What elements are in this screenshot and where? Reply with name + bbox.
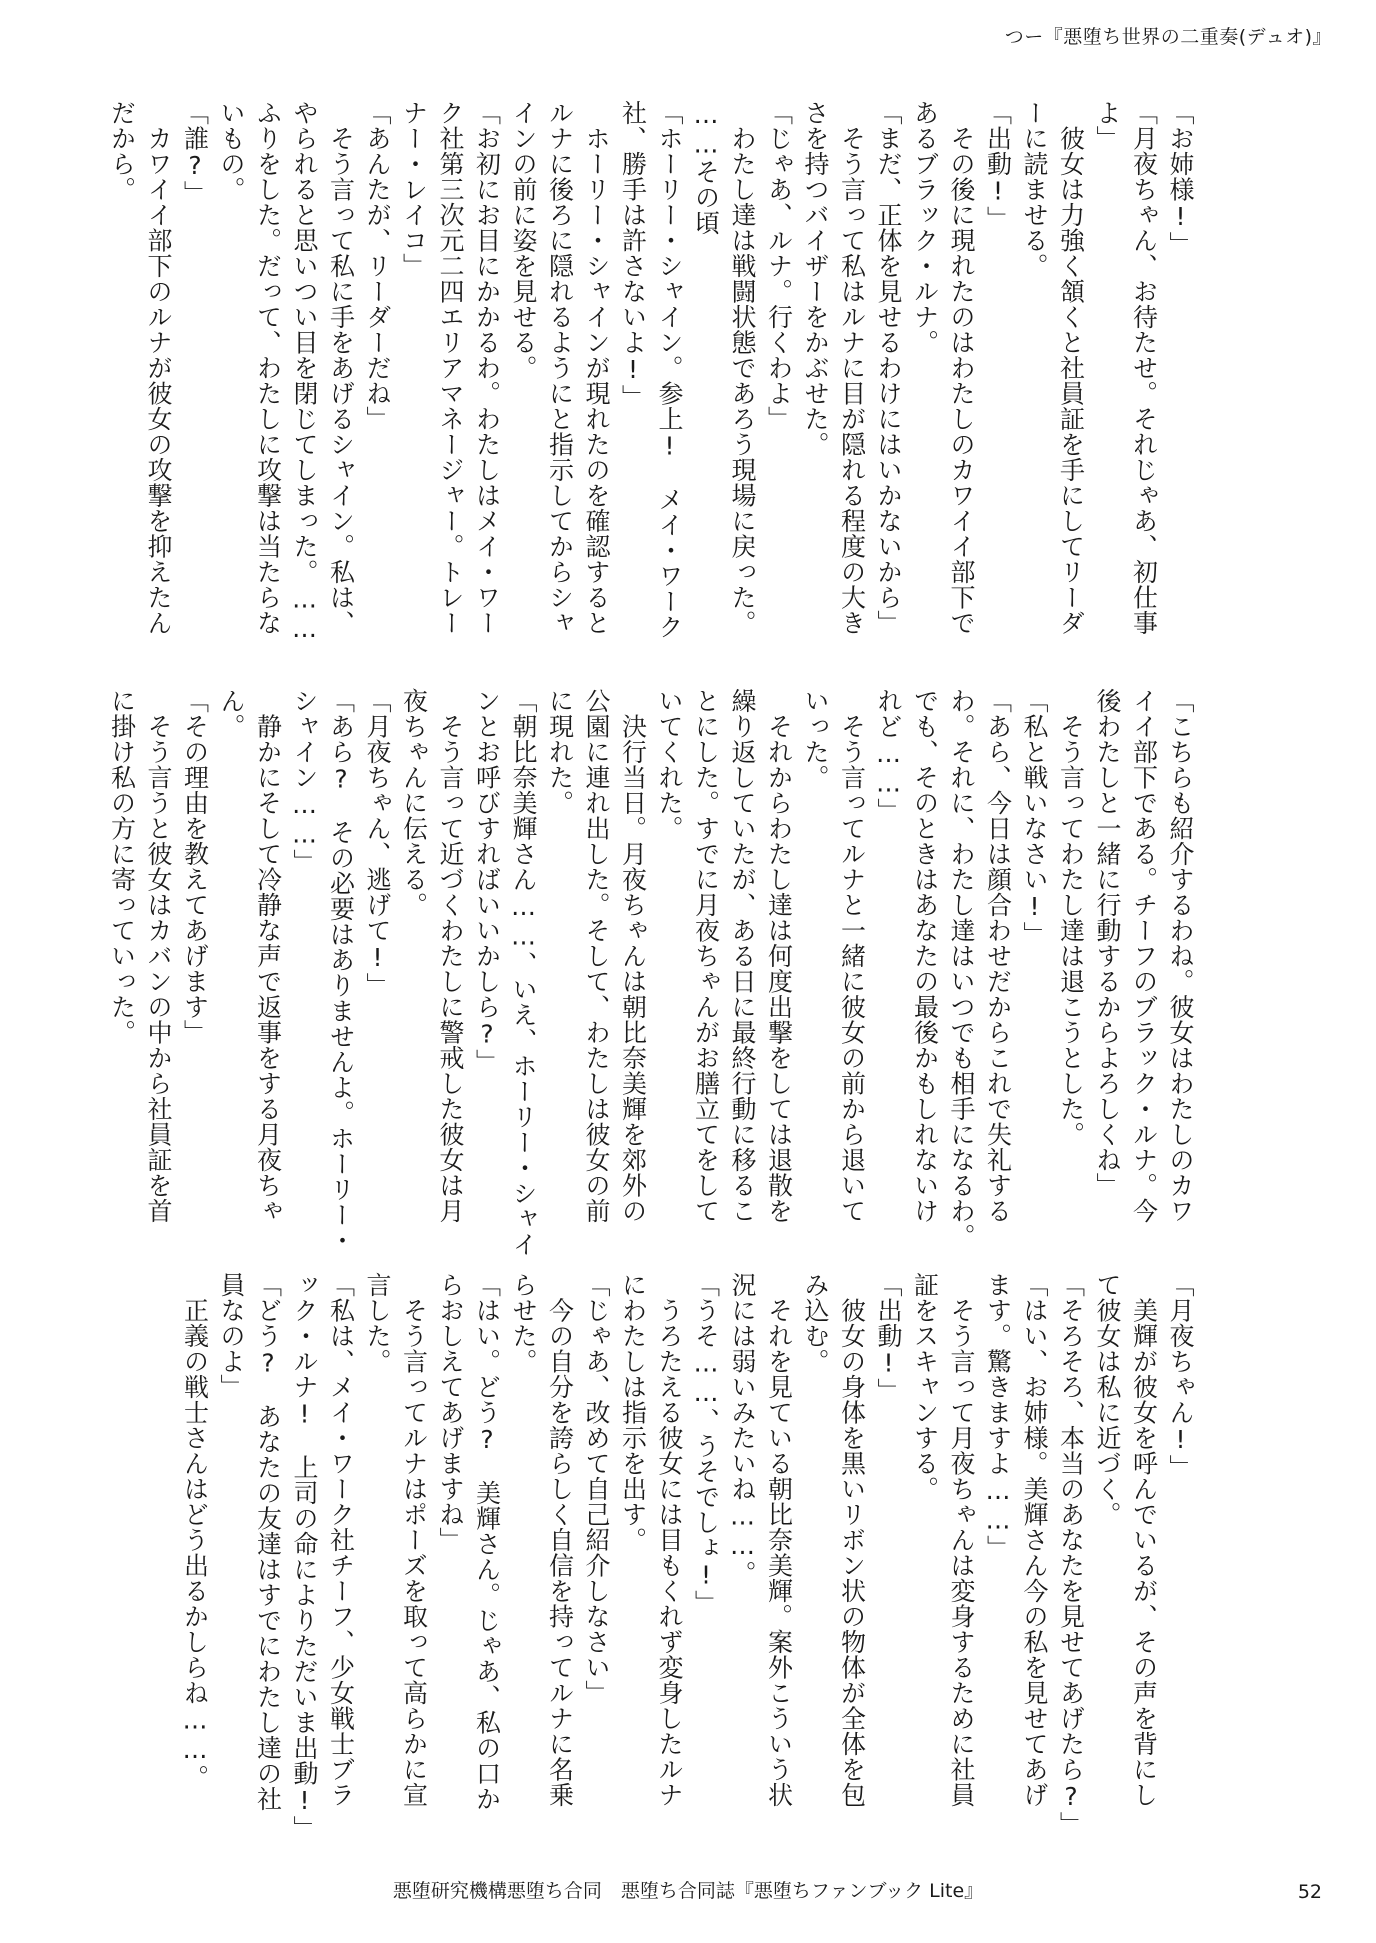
text-line: 繰り返していたが、ある日に最終行動に移るこ [728, 688, 757, 1224]
text-line: 「こちらも紹介するわね。彼女はわたしのカワ [1166, 688, 1195, 1224]
text-line: 「どう? あなたの友達はすでにわたし達の社 [253, 1272, 283, 1812]
text-line: いてくれた。 [655, 688, 684, 841]
text-line: やられると思いつい目を閉じてしまった。…… [290, 100, 319, 644]
text-line: シャイン……」 [290, 688, 319, 875]
text-line: 美輝が彼女を呼んでいるが、その声を背にし [1129, 1272, 1159, 1808]
text-line: 「月夜ちゃん!」 [1166, 1272, 1195, 1480]
text-tier-1 [107, 100, 1198, 650]
text-line: 後わたしと一緒に行動するからよろしくね」 [1093, 688, 1122, 1198]
text-line: 員なのよ」 [217, 1272, 246, 1400]
text-line: ク社第三次元二四エリアマネージャー。トレー [436, 100, 465, 636]
text-line: 社、勝手は許さないよ!」 [618, 100, 648, 410]
text-line: 「うそ……、うそでしょ!」 [691, 1272, 721, 1616]
text-line: 「あんたが、リーダーだね」 [363, 100, 392, 432]
text-line: そう言ってルナはポーズを取って高らかに宣 [399, 1272, 429, 1808]
text-line: 「そろそろ、本当のあなたを見せてあげたら?」 [1056, 1272, 1086, 1837]
text-line: み込む。 [801, 1272, 830, 1374]
text-line: に掛け私の方に寄っていった。 [107, 688, 137, 1045]
text-line: そう言ってルナと一緒に彼女の前から退いて [837, 688, 867, 1224]
text-line: 「ホーリー・シャイン。参上! メイ・ワーク [655, 100, 684, 640]
text-line: 「月夜ちゃん、お待たせ。それじゃあ、初仕事 [1129, 100, 1159, 636]
text-line: 況には弱いみたいね……。 [728, 1272, 757, 1586]
text-line: いもの。 [217, 100, 246, 202]
text-line: ック・ルナ! 上司の命によりただいま出動!」 [290, 1272, 319, 1841]
text-line: とにした。すでに月夜ちゃんがお膳立てをして [691, 688, 721, 1224]
text-line: うろたえる彼女には目もくれず変身したルナ [655, 1272, 684, 1808]
text-line: それからわたし達は何度出撃をしては退散を [764, 688, 794, 1224]
text-line: らせた。 [509, 1272, 538, 1374]
text-line: それを見ている朝比奈美輝。案外こういう状 [764, 1272, 794, 1808]
text-line: に現れた。 [545, 688, 575, 816]
text-line: 正義の戦士さんはどう出るかしらね……。 [180, 1272, 210, 1790]
text-line: だから。 [107, 100, 137, 202]
text-line: その後に現れたのはわたしのカワイイ部下で [947, 100, 976, 636]
text-line: そう言ってわたし達は退こうとした。 [1056, 688, 1086, 1147]
text-line: インの前に姿を見せる。 [509, 100, 538, 381]
text-line: て彼女は私に近づく。 [1093, 1272, 1122, 1527]
text-line: イイ部下である。チーフのブラック・ルナ。今 [1129, 688, 1159, 1224]
text-line: れど……」 [874, 688, 903, 824]
text-line: 「お姉様!」 [1166, 100, 1195, 257]
text-line: 「お初にお目にかかるわ。わたしはメイ・ワー [472, 100, 502, 636]
text-line: 「出動!」 [874, 1272, 903, 1404]
text-line: 「はい。どう? 美輝さん。じゃあ、私の口か [472, 1272, 502, 1812]
text-line: 「その理由を教えてあげます」 [180, 688, 210, 1045]
text-line: 「じゃあ、改めて自己紹介しなさい」 [582, 1272, 611, 1706]
text-tier-2 [107, 688, 1198, 1257]
text-line: 夜ちゃんに伝える。 [399, 688, 429, 918]
text-line: わ。それに、わたし達はいつでも相手になるわ。 [947, 688, 976, 1249]
text-line: ……その頃 [691, 100, 721, 236]
text-line: 「まだ、正体を見せるわけにはいかないから」 [874, 100, 903, 636]
text-line: 彼女の身体を黒いリボン状の物体が全体を包 [837, 1272, 867, 1808]
text-line: ルナに後ろに隠れるようにと指示してからシャ [545, 100, 575, 636]
page-number: 52 [1297, 1881, 1322, 1903]
text-line: 公園に連れ出した。そして、わたしは彼女の前 [582, 688, 611, 1224]
text-line: よ」 [1093, 100, 1122, 151]
text-tier-3 [118, 1272, 1198, 1841]
text-line: いった。 [801, 688, 830, 790]
text-line: 「朝比奈美輝さん……、いえ、ホーリー・シャイ [509, 688, 538, 1257]
text-line: らおしえてあげますね」 [436, 1272, 465, 1553]
text-line: 言した。 [363, 1272, 392, 1374]
text-line: ーに読ませる。 [1020, 100, 1049, 279]
text-line: 「じゃあ、ルナ。行くわよ」 [764, 100, 794, 432]
text-line: でも、そのときはあなたの最後かもしれないけ [910, 688, 940, 1224]
running-header: つー『悪堕ち世界の二重奏(デュオ)』 [1004, 26, 1332, 48]
text-line: 決行当日。月夜ちゃんは朝比奈美輝を郊外の [618, 688, 648, 1224]
text-line: 「誰?」 [180, 100, 210, 206]
text-line: ふりをした。だって、わたしに攻撃は当たらな [253, 100, 283, 636]
text-line: さを持つバイザーをかぶせた。 [801, 100, 830, 457]
text-line: そう言うと彼女はカバンの中から社員証を首 [144, 688, 173, 1224]
text-line: ホーリー・シャインが現れたのを確認すると [582, 100, 611, 636]
text-line: 証をスキャンする。 [910, 1272, 940, 1502]
text-line: にわたしは指示を出す。 [618, 1272, 648, 1553]
text-line: 「あら? その必要はありませんよ。ホーリー・ [326, 688, 356, 1253]
text-line: そう言って私に手をあげるシャイン。私は、 [326, 100, 356, 636]
text-line: あるブラック・ルナ。 [910, 100, 940, 355]
text-line: 今の自分を誇らしく自信を持ってルナに名乗 [545, 1272, 575, 1808]
text-line: 「月夜ちゃん、逃げて!」 [363, 688, 392, 998]
text-line: ん。 [217, 688, 246, 739]
text-line: カワイイ部下のルナが彼女の攻撃を抑えたん [144, 100, 173, 636]
text-line: わたし達は戦闘状態であろう現場に戻った。 [728, 100, 757, 636]
text-line: 「出動!」 [983, 100, 1013, 232]
text-line: 「私と戦いなさい!」 [1020, 688, 1049, 947]
text-line: そう言って近づくわたしに警戒した彼女は月 [436, 688, 465, 1224]
text-line: 静かにそして冷静な声で返事をする月夜ちゃ [253, 688, 283, 1224]
text-line: ます。驚きますよ……」 [983, 1272, 1013, 1561]
text-line: そう言って私はルナに目が隠れる程度の大き [837, 100, 867, 636]
text-line: 彼女は力強く頷くと社員証を手にしてリーダ [1056, 100, 1086, 636]
text-line: ンとお呼びすればいいかしら?」 [472, 688, 502, 1075]
text-line: ナー・レイコ」 [399, 100, 429, 279]
text-line: 「あら、今日は顔合わせだからこれで失礼する [983, 688, 1013, 1224]
running-footer: 悪堕研究機構悪堕ち合同 悪堕ち合同誌『悪堕ちファンブック Lite』 [392, 1880, 984, 1902]
text-line: そう言って月夜ちゃんは変身するために社員 [947, 1272, 976, 1808]
text-line: 「はい、お姉様。美輝さん今の私を見せてあげ [1020, 1272, 1049, 1808]
text-line: 「私は、メイ・ワーク社チーフ、少女戦士ブラ [326, 1272, 356, 1808]
